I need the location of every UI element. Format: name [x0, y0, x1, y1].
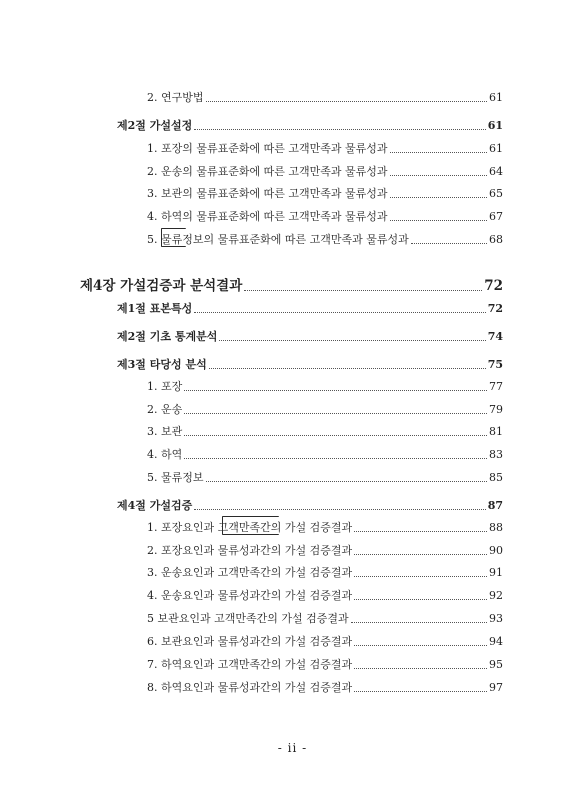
toc-entry-page: 68 — [489, 233, 503, 246]
dot-leader — [411, 242, 487, 244]
toc-entry — [147, 89, 503, 105]
toc-entry — [147, 185, 503, 201]
toc-entry-label: 1. 포장요인과 고객만족간의 가설 검증결과 — [147, 521, 353, 534]
dot-leader — [354, 598, 487, 600]
toc-entry-page: 92 — [489, 589, 503, 602]
toc-entry — [147, 564, 503, 580]
toc-entry-label: 3. 운송요인과 고객만족간의 가설 검증결과 — [147, 566, 353, 579]
toc-entry — [147, 231, 503, 247]
dot-leader — [354, 644, 487, 646]
toc-entry-label: 5. 물류정보 — [147, 471, 204, 484]
toc-entry-page: 79 — [489, 403, 503, 416]
toc-entry — [147, 679, 503, 695]
toc-section-label: 제2절 가설설정 — [117, 119, 193, 132]
toc-entry-page: 95 — [489, 658, 503, 671]
toc-section-label: 제3절 타당성 분석 — [117, 358, 207, 371]
page-number: - ii - — [277, 741, 308, 755]
toc-entry-label: 8. 하역요인과 물류성과간의 가설 검증결과 — [147, 681, 353, 694]
toc-entry-page: 67 — [489, 210, 503, 223]
dot-leader — [206, 100, 488, 102]
toc-entry-page: 97 — [489, 681, 503, 694]
toc-entry-label: 3. 보관의 물류표준화에 따른 고객만족과 물류성과 — [147, 187, 388, 200]
dot-leader — [390, 151, 488, 153]
dot-leader — [194, 311, 485, 313]
toc-entry-label: 5 보관요인과 고객만족간의 가설 검증결과 — [147, 612, 349, 625]
toc-entry-page: 65 — [489, 187, 503, 200]
toc-section — [117, 356, 503, 372]
dot-leader — [206, 480, 488, 482]
toc-entry-label: 2. 운송 — [147, 403, 183, 416]
toc-entry — [147, 519, 503, 535]
toc-entry-label: 1. 포장의 물류표준화에 따른 고객만족과 물류성과 — [147, 142, 388, 155]
dot-leader — [194, 508, 485, 510]
toc-entry — [147, 401, 503, 417]
dot-leader — [390, 174, 488, 176]
toc-entry — [147, 656, 503, 672]
toc-entry-label: 7. 하역요인과 고객만족간의 가설 검증결과 — [147, 658, 353, 671]
toc-entry — [147, 163, 503, 179]
toc-chapter-page: 72 — [484, 278, 503, 294]
toc-entry-page: 91 — [489, 566, 503, 579]
toc-entry-page: 93 — [489, 612, 503, 625]
toc-chapter-label: 제4장 가설검증과 분석결과 — [80, 278, 243, 294]
toc-entry-page: 88 — [489, 521, 503, 534]
dot-leader — [351, 621, 487, 623]
toc-entry — [147, 633, 503, 649]
toc-section-page: 74 — [487, 330, 503, 343]
dot-leader — [390, 219, 488, 221]
toc-entry-label: 1. 포장 — [147, 380, 183, 393]
toc-entry — [147, 140, 503, 156]
toc-section-page: 61 — [487, 119, 503, 132]
toc-entry-page: 77 — [489, 380, 503, 393]
dot-leader — [184, 457, 487, 459]
toc-entry-page: 61 — [489, 91, 503, 104]
toc-entry — [147, 469, 503, 485]
toc-section-page: 87 — [487, 499, 503, 512]
toc-section-page: 75 — [487, 358, 503, 371]
toc-entry-label: 3. 보관 — [147, 425, 183, 438]
dot-leader — [219, 339, 485, 341]
toc-entry — [147, 208, 503, 224]
toc-section — [117, 328, 503, 344]
dot-leader — [354, 575, 487, 577]
toc-section-page: 72 — [487, 302, 503, 315]
toc-entry-page: 90 — [489, 544, 503, 557]
toc-entry-label: 4. 운송요인과 물류성과간의 가설 검증결과 — [147, 589, 353, 602]
dot-leader — [354, 667, 487, 669]
toc-entry-label: 2. 운송의 물류표준화에 따른 고객만족과 물류성과 — [147, 165, 388, 178]
toc-section-label: 제1절 표본특성 — [117, 302, 193, 315]
toc-section-label: 제2절 기초 통계분석 — [117, 330, 218, 343]
dot-leader — [244, 289, 482, 291]
toc-entry — [147, 446, 503, 462]
dot-leader — [354, 530, 487, 532]
toc-section-label: 제4절 가설검증 — [117, 499, 193, 512]
dot-leader — [354, 553, 487, 555]
toc-entry-label: 6. 보관요인과 물류성과간의 가설 검증결과 — [147, 635, 353, 648]
toc-chapter — [80, 274, 503, 294]
dot-leader — [184, 389, 487, 391]
toc-entry-label: 5. 물류정보의 물류표준화에 따른 고객만족과 물류성과 — [147, 233, 409, 246]
toc-entry — [147, 610, 503, 626]
dot-leader — [390, 196, 488, 198]
dot-leader — [184, 412, 487, 414]
toc-entry — [147, 542, 503, 558]
toc-entry — [147, 423, 503, 439]
toc-section — [117, 300, 503, 316]
dot-leader — [184, 434, 487, 436]
toc-entry-label: 4. 하역 — [147, 448, 183, 461]
toc-entry-page: 61 — [489, 142, 503, 155]
toc-entry-label: 2. 연구방법 — [147, 91, 204, 104]
toc-entry-page: 94 — [489, 635, 503, 648]
dot-leader — [209, 367, 486, 369]
toc-entry-page: 83 — [489, 448, 503, 461]
toc-entry-label: 4. 하역의 물류표준화에 따른 고객만족과 물류성과 — [147, 210, 388, 223]
toc-entry-page: 64 — [489, 165, 503, 178]
toc-entry-page: 81 — [489, 425, 503, 438]
toc-section — [117, 497, 503, 513]
toc-entry — [147, 587, 503, 603]
toc-entry-page: 85 — [489, 471, 503, 484]
toc-section — [117, 117, 503, 133]
dot-leader — [354, 690, 487, 692]
dot-leader — [194, 128, 485, 130]
toc-entry-label: 2. 포장요인과 물류성과간의 가설 검증결과 — [147, 544, 353, 557]
toc-entry — [147, 378, 503, 394]
